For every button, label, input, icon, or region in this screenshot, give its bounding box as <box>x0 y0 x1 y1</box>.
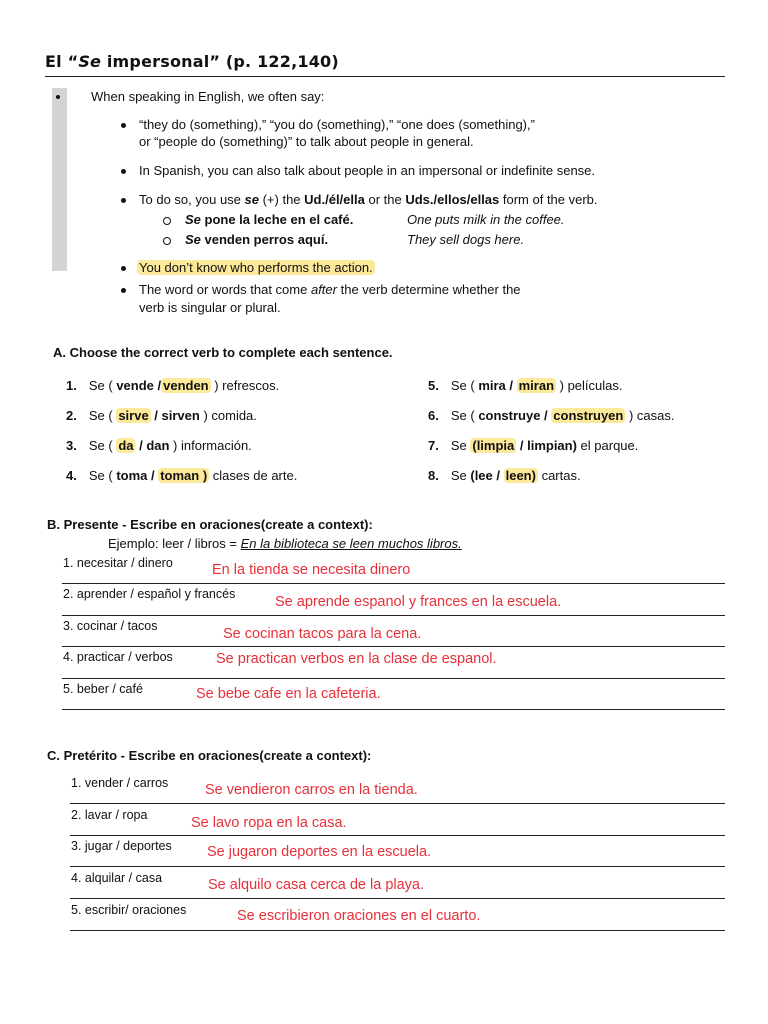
title-prefix: El “ <box>45 52 79 71</box>
verb-option-1: da <box>118 438 134 453</box>
notes-bullet-1-line-2: or “people do (something)” to talk about people in general. <box>139 134 474 149</box>
answer-text[interactable]: Se aprende espanol y frances en la escuela. <box>275 594 562 610</box>
title-se: Se <box>78 52 102 71</box>
item-suffix: clases de arte. <box>209 468 298 483</box>
item-number: 5. <box>428 378 439 393</box>
item-number: 7. <box>428 438 439 453</box>
section-c-heading: C. Pretérito - Escribe en oraciones(create a context): <box>47 748 372 763</box>
item-prefix: Se <box>450 468 471 483</box>
b5-after: after <box>310 282 337 297</box>
answer-line <box>70 835 725 836</box>
answer-line <box>62 678 725 679</box>
item-prefix: Se ( <box>88 468 117 483</box>
prompt-label: 2. aprender / español y francés <box>63 587 236 601</box>
notes-intro: When speaking in English, we often say: <box>91 89 325 104</box>
example-1-rest: pone la leche en el café. <box>200 212 354 227</box>
item-suffix: ) casas. <box>625 408 675 423</box>
notes-bullet-3 <box>139 192 598 207</box>
section-a-heading: A. Choose the correct verb to complete each sentence. <box>53 345 393 360</box>
b3-text-a: To do so, you use <box>139 192 245 207</box>
b3-plural-form: Uds./ellos/ellas <box>405 192 500 207</box>
prompt-label: 2. lavar / ropa <box>71 808 148 822</box>
verb-option-1: toma / <box>116 468 159 483</box>
item-number: 2. <box>66 408 77 423</box>
verb-option-2: / sirven <box>150 408 200 423</box>
item-suffix: ) comida. <box>199 408 257 423</box>
item-suffix: ) información. <box>169 438 252 453</box>
example-2-english <box>407 232 524 247</box>
answer-text[interactable]: Se lavo ropa en la casa. <box>191 815 347 831</box>
b3-text-d: or the <box>364 192 406 207</box>
prompt-label: 3. jugar / deportes <box>71 839 172 853</box>
verb-option-1: vende / <box>116 378 162 393</box>
item-prefix: Se ( <box>88 438 117 453</box>
exercise-a-item <box>66 378 279 393</box>
verb-option-2: toman ) <box>160 468 208 483</box>
title-underline <box>45 76 725 77</box>
verb-option-1: (lee / <box>470 468 504 483</box>
example-2-spanish <box>185 232 328 247</box>
example-2-se: Se <box>185 232 201 247</box>
answer-line <box>70 898 725 899</box>
item-prefix: Se ( <box>88 378 117 393</box>
bullet-icon <box>121 266 126 271</box>
answer-text[interactable]: Se alquilo casa cerca de la playa. <box>208 877 425 893</box>
exercise-a-item <box>428 378 623 393</box>
b5-text-a: The word or words that come <box>139 282 311 297</box>
answer-text[interactable]: Se cocinan tacos para la cena. <box>223 626 422 642</box>
verb-option-1: construye / <box>478 408 552 423</box>
highlighted-note: You don’t know who performs the action. <box>139 260 373 275</box>
circle-bullet-icon <box>163 237 171 245</box>
notes-bullet-1-line-1: “they do (something),” “you do (something),” “one does (something),” <box>139 117 535 132</box>
item-prefix: Se ( <box>88 408 117 423</box>
answer-line <box>70 803 725 804</box>
verb-option-2: leen) <box>505 468 536 483</box>
item-prefix: Se ( <box>450 408 479 423</box>
item-number: 4. <box>66 468 77 483</box>
answer-text[interactable]: Se jugaron deportes en la escuela. <box>207 844 432 860</box>
example-2-rest: venden perros aquí. <box>200 232 329 247</box>
sidebar-gray-bar <box>52 88 67 271</box>
answer-line <box>62 583 725 584</box>
exercise-a-item <box>66 468 297 483</box>
item-prefix: Se ( <box>450 378 479 393</box>
verb-option-1: mira / <box>478 378 517 393</box>
exercise-a-item <box>428 468 581 483</box>
page-title <box>45 52 339 71</box>
section-b-example <box>108 536 462 551</box>
verb-option-2: construyen <box>553 408 624 423</box>
item-suffix: ) refrescos. <box>210 378 280 393</box>
example-answer: En la biblioteca se leen muchos libros. <box>240 536 462 551</box>
item-number: 1. <box>66 378 77 393</box>
circle-bullet-icon <box>163 217 171 225</box>
section-b-heading: B. Presente - Escribe en oraciones(create a context): <box>47 517 373 532</box>
verb-option-2: miran <box>518 378 555 393</box>
answer-text[interactable]: Se vendieron carros en la tienda. <box>205 782 418 798</box>
bullet-icon <box>121 169 126 174</box>
example-1-se: Se <box>185 212 201 227</box>
example-1-spanish <box>185 212 353 227</box>
prompt-label: 1. vender / carros <box>71 776 169 790</box>
answer-line <box>62 709 725 710</box>
answer-line <box>62 646 725 647</box>
b3-text-f: form of the verb. <box>499 192 598 207</box>
answer-line <box>70 866 725 867</box>
item-suffix: ) películas. <box>556 378 623 393</box>
verb-option-1: sirve <box>118 408 149 423</box>
b3-se: se <box>244 192 259 207</box>
answer-text[interactable]: Se practican verbos en la clase de espanol. <box>216 651 497 667</box>
b5-text-b: the verb determine whether the <box>336 282 521 297</box>
verb-option-2: / dan <box>135 438 170 453</box>
answer-text[interactable]: Se escribieron oraciones en el cuarto. <box>237 908 481 924</box>
bullet-icon <box>121 123 126 128</box>
exercise-a-item <box>66 438 252 453</box>
item-number: 6. <box>428 408 439 423</box>
example-1-english <box>407 212 565 227</box>
answer-text[interactable]: En la tienda se necesita dinero <box>212 562 411 578</box>
prompt-label: 3. cocinar / tacos <box>63 619 158 633</box>
item-number: 8. <box>428 468 439 483</box>
bullet-icon <box>121 198 126 203</box>
answer-text[interactable]: Se bebe cafe en la cafeteria. <box>196 686 381 702</box>
verb-option-1: (limpia <box>472 438 515 453</box>
notes-bullet-4 <box>137 260 375 275</box>
example-label: Ejemplo: leer / libros = <box>108 536 241 551</box>
answer-line <box>62 615 725 616</box>
prompt-label: 5. escribir/ oraciones <box>71 903 187 917</box>
prompt-label: 1. necesitar / dinero <box>63 556 173 570</box>
exercise-a-item <box>428 408 674 423</box>
prompt-label: 4. alquilar / casa <box>71 871 163 885</box>
notes-bullet-2: In Spanish, you can also talk about people in an impersonal or indefinite sense. <box>139 163 596 178</box>
notes-bullet-5-line-2: verb is singular or plural. <box>139 300 281 315</box>
item-suffix: cartas. <box>537 468 581 483</box>
exercise-a-item <box>428 438 638 453</box>
bullet-icon <box>121 288 126 293</box>
verb-option-2: / limpian) <box>516 438 577 453</box>
exercise-a-item <box>66 408 257 423</box>
bullet-icon <box>56 95 60 99</box>
b3-singular-form: Ud./él/ella <box>304 192 365 207</box>
example-1-translation: One puts milk in the coffee. <box>407 212 565 227</box>
verb-option-2: venden <box>163 378 209 393</box>
title-suffix: impersonal” (p. 122,140) <box>101 52 339 71</box>
item-prefix: Se <box>450 438 471 453</box>
answer-line <box>70 930 725 931</box>
item-suffix: el parque. <box>576 438 639 453</box>
notes-bullet-5-line-1 <box>139 282 521 297</box>
b3-text-b: (+) the <box>258 192 305 207</box>
prompt-label: 5. beber / café <box>63 682 143 696</box>
item-number: 3. <box>66 438 77 453</box>
example-2-translation: They sell dogs here. <box>407 232 525 247</box>
prompt-label: 4. practicar / verbos <box>63 650 173 664</box>
